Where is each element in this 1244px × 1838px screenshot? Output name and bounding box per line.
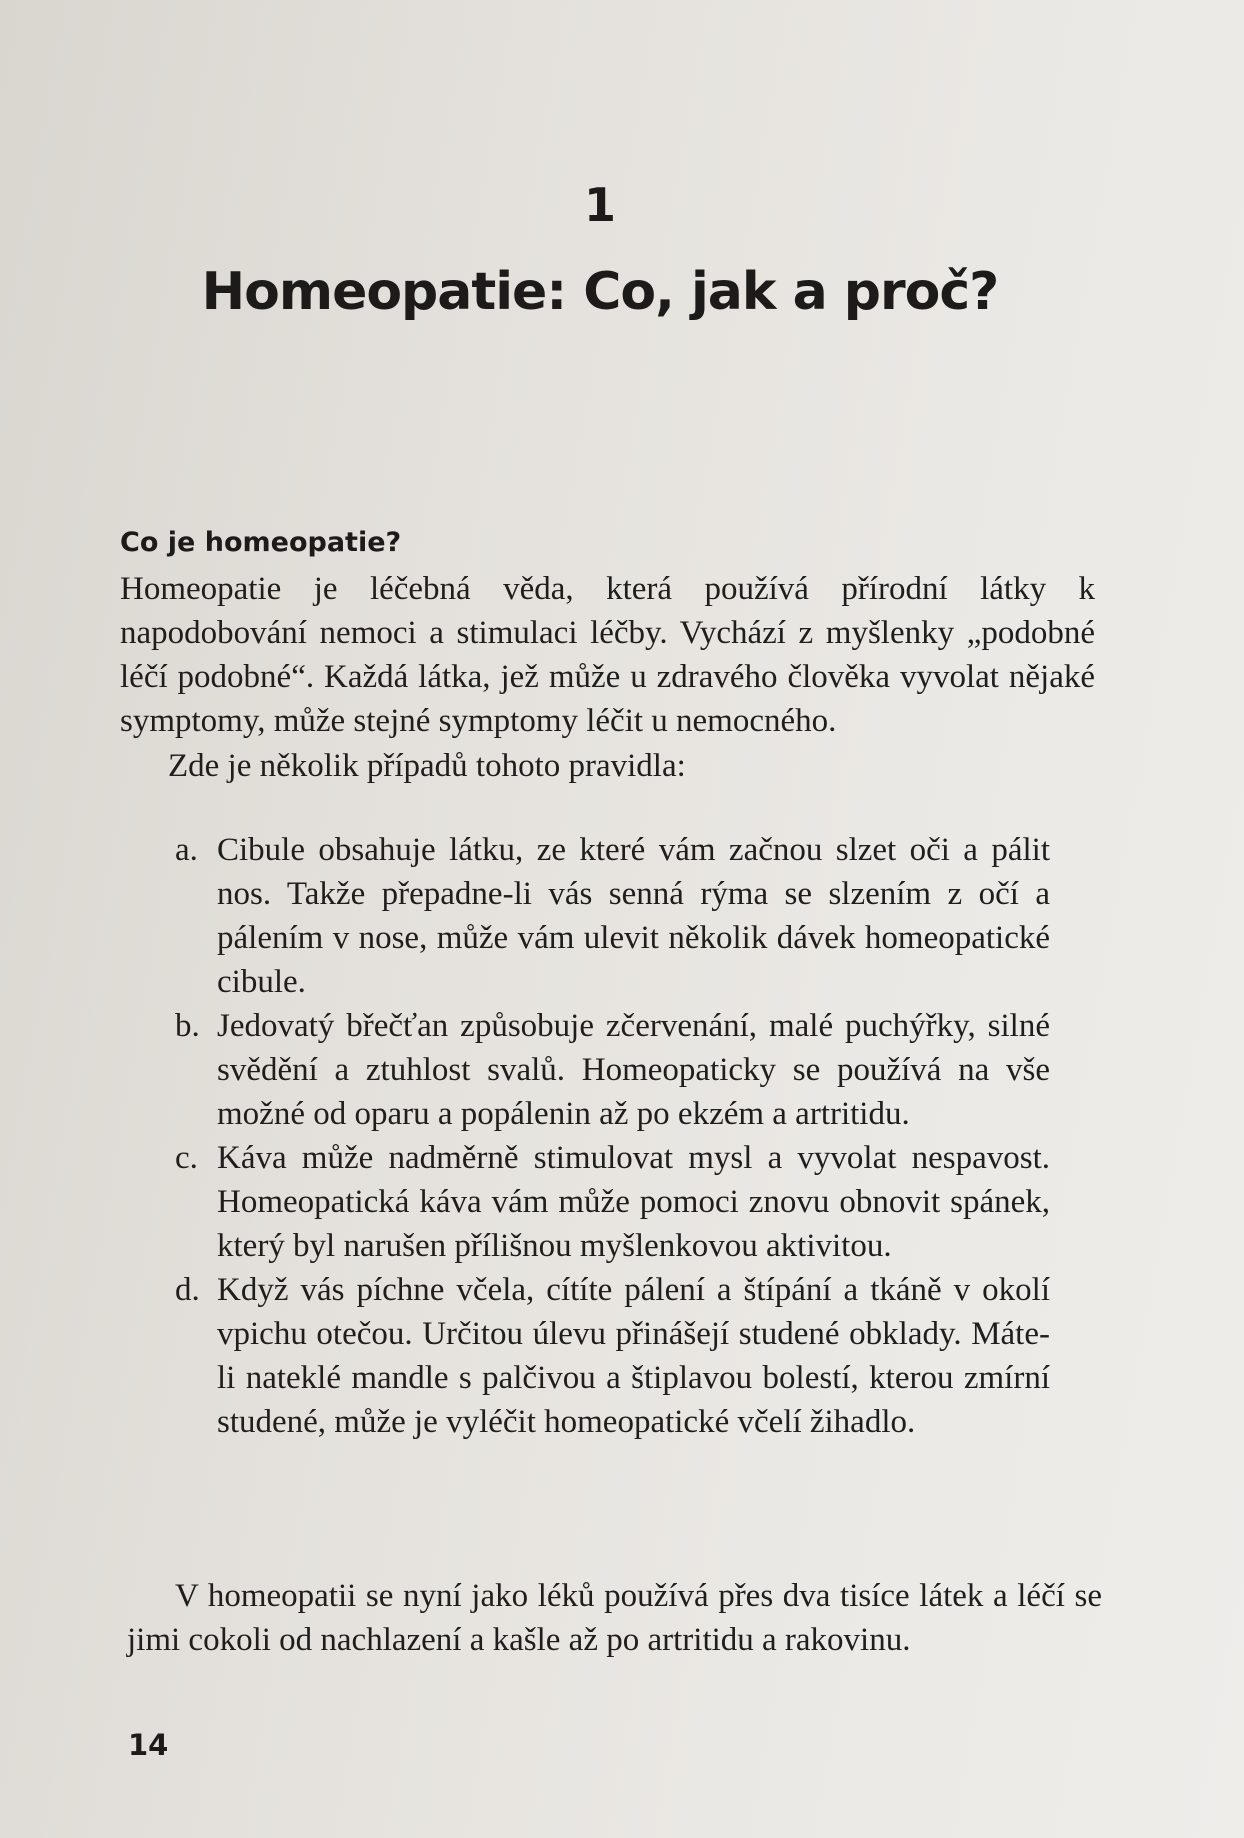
list-item	[175, 1268, 1050, 1444]
intro-line: Zde je několik případů tohoto pravidla:	[168, 748, 686, 784]
chapter-title: Homeopatie: Co, jak a proč?	[201, 262, 999, 322]
page-number: 14	[128, 1728, 169, 1762]
section-heading: Co je homeopatie?	[120, 527, 402, 558]
list-item	[175, 1004, 1050, 1136]
list-item-letter: c.	[175, 1140, 198, 1176]
list-item-letter: d.	[175, 1272, 200, 1308]
list-item-text: Jedovatý břečťan způsobuje zčervenání, malé puchýřky, silné svědění a ztuhlost svalů. Homeopaticky se používá na vše možné od oparu a popálenin až po ekzém a artritidu.	[217, 1008, 1050, 1132]
list-item	[175, 1136, 1050, 1268]
list-item-letter: a.	[175, 832, 198, 868]
list-item-letter: b.	[175, 1008, 200, 1044]
closing-paragraph: V homeopatii se nyní jako léků používá přes dva tisíce látek a léčí se jimi cokoli od nachlazení a kašle až po artritidu a rakovinu.	[127, 1578, 1102, 1658]
intro-paragraph: Homeopatie je léčebná věda, která používá přírodní látky k napodobování nemoci a stimulaci léčby. Vychází z myšlenky „podobné léčí podobné“. Každá látka, jež může u zdravého člověka vyvolat nějaké symptomy, může stejné symptomy léčit u nemocného.	[120, 571, 1095, 739]
list-item-text: Když vás píchne včela, cítíte pálení a štípání a tkáně v okolí vpichu otečou. Určitou úlevu přinášejí studené obklady. Máte-li nateklé mandle s palčivou a štiplavou bolestí, kterou zmírní studené, může je vyléčit homeopatické včelí žihadlo.	[217, 1272, 1050, 1440]
list-item-text: Káva může nadměrně stimulovat mysl a vyvolat nespavost. Homeopatická káva vám může pomoci znovu obnovit spánek, který byl narušen přílišnou myšlenkovou aktivitou.	[217, 1140, 1050, 1264]
list-item	[175, 828, 1050, 1004]
chapter-number: 1	[583, 178, 616, 232]
list-item-text: Cibule obsahuje látku, ze které vám začnou slzet oči a pálit nos. Takže přepadne-li vás senná rýma se slzením z očí a pálením v nose, může vám ulevit několik dávek homeopatické cibule.	[217, 832, 1050, 1000]
example-list	[175, 828, 1050, 1444]
